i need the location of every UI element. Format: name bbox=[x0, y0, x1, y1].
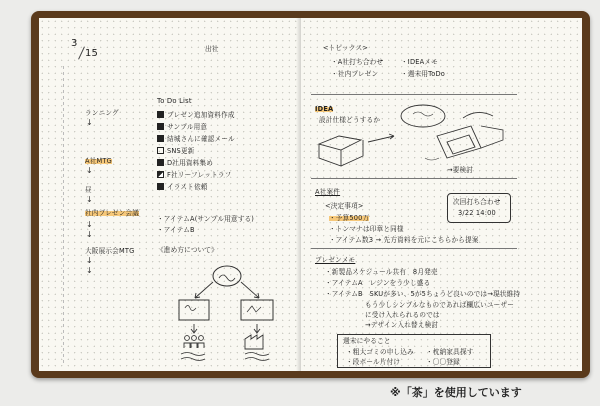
memo-line: もう少しシンプルなものであれば欄広いユーザー bbox=[365, 301, 515, 309]
checkbox-filled-icon bbox=[157, 159, 164, 166]
down-arrow-icon: ↓ bbox=[86, 256, 93, 265]
down-arrow-icon: ↓ bbox=[86, 195, 93, 204]
todo-label: D社用資料集め bbox=[167, 159, 214, 167]
section-divider bbox=[311, 94, 517, 95]
next-meeting-label: 次回打ち合わせ bbox=[453, 198, 501, 206]
weekend-item: ・粗大ゴミの申し込み bbox=[346, 348, 414, 356]
timeline-item: 昼 bbox=[85, 186, 92, 194]
section-divider bbox=[311, 178, 517, 179]
idea-text: 設計仕様どうするか bbox=[319, 116, 381, 124]
topic-item: ・IDEAメモ bbox=[401, 58, 438, 66]
todo-label: イラスト依頼 bbox=[167, 183, 208, 191]
memo-line: →デザイン入れ替え検討 bbox=[365, 321, 439, 329]
caption: ※「茶」を使用しています bbox=[390, 386, 522, 399]
todo-item bbox=[157, 147, 195, 155]
checkbox-filled-icon bbox=[157, 111, 164, 118]
flow-sketch bbox=[159, 256, 289, 366]
todo-item bbox=[157, 159, 213, 167]
day-number: 15 bbox=[85, 48, 99, 59]
down-arrow-icon: ↓ bbox=[86, 230, 93, 239]
weekend-item: ・〇〇登録 bbox=[426, 358, 460, 366]
decision-item: ・アイテム数3 → 先方資料を元にこちらから提案 bbox=[329, 236, 479, 244]
right-page bbox=[301, 18, 582, 371]
date-slash bbox=[78, 46, 85, 59]
weekend-item: ・段ボール片付け bbox=[346, 358, 401, 366]
topic-item: ・社内プレゼン bbox=[331, 70, 379, 78]
left-page bbox=[39, 18, 301, 371]
memo-line: ・アイテムA レジンをう少し盛る bbox=[325, 279, 431, 287]
down-arrow-icon: ↓ bbox=[86, 266, 93, 275]
checkbox-empty-icon bbox=[157, 147, 164, 154]
topic-item: ・週末用ToDo bbox=[401, 70, 446, 78]
time-column bbox=[63, 66, 64, 366]
memo-title: プレゼンメモ bbox=[315, 256, 356, 264]
timeline-item: 大阪展示会MTG bbox=[85, 247, 135, 255]
checkbox-filled-icon bbox=[157, 183, 164, 190]
timeline-item: ランニング bbox=[85, 109, 119, 117]
flow-title: 《進め方について》 bbox=[157, 246, 219, 254]
weekend-title: 週末にやること bbox=[343, 337, 391, 345]
todo-item bbox=[157, 135, 235, 143]
todo-item bbox=[157, 183, 208, 191]
checkbox-filled-icon bbox=[157, 135, 164, 142]
timeline-item: A社MTG bbox=[85, 157, 112, 165]
timeline-item: 社内プレゼン会議 bbox=[85, 209, 140, 217]
todo-title: To Do List bbox=[157, 97, 192, 105]
next-meeting-time: 3/22 14:00 bbox=[458, 209, 496, 217]
topics-title: <トピックス> bbox=[323, 44, 369, 52]
todo-label: F社リーフレットラフ bbox=[167, 171, 232, 179]
idea-label: IDEA bbox=[315, 105, 334, 113]
decision-item: ・トンマナは印章と同様 bbox=[329, 225, 404, 233]
month-number: 3 bbox=[71, 38, 78, 49]
note-line: ・アイテムB bbox=[157, 226, 195, 234]
decisions-title: <決定事項> bbox=[325, 202, 364, 210]
header-mark: 出社 bbox=[205, 45, 219, 53]
weekend-item: ・枕納家具探す bbox=[426, 348, 474, 356]
todo-item bbox=[157, 171, 231, 179]
todo-label: 結城さんに確認メール bbox=[167, 135, 235, 143]
idea-note: →要検討 bbox=[447, 166, 474, 174]
checkbox-filled-icon bbox=[157, 123, 164, 130]
down-arrow-icon: ↓ bbox=[86, 166, 93, 175]
memo-line: に受け入れられるのでは bbox=[365, 311, 440, 319]
section-divider bbox=[311, 248, 517, 249]
checkbox-half-icon bbox=[157, 171, 164, 178]
down-arrow-icon: ↓ bbox=[86, 220, 93, 229]
todo-label: プレゼン追加資料作成 bbox=[167, 111, 235, 119]
decision-item: ・予算500万 bbox=[329, 214, 370, 222]
memo-line: ・アイテムB SKUが多い、5が5ちょうど良いのでは→現状維持 bbox=[325, 290, 521, 298]
note-line: ・アイテムA(サンプル用意する) bbox=[157, 215, 255, 223]
todo-item bbox=[157, 111, 235, 119]
down-arrow-icon: ↓ bbox=[86, 118, 93, 127]
topic-item: ・A社打ち合わせ bbox=[331, 58, 384, 66]
idea-sketch bbox=[313, 98, 523, 178]
todo-label: サンプル用意 bbox=[167, 123, 208, 131]
next-meeting-box bbox=[447, 193, 511, 223]
weekend-box bbox=[337, 334, 491, 368]
memo-line: ・新製品スケジュール共有 8月発売 bbox=[325, 268, 438, 276]
todo-item bbox=[157, 123, 207, 131]
a-meeting-title: A社案件 bbox=[315, 188, 341, 196]
todo-label: SNS更新 bbox=[167, 147, 195, 155]
